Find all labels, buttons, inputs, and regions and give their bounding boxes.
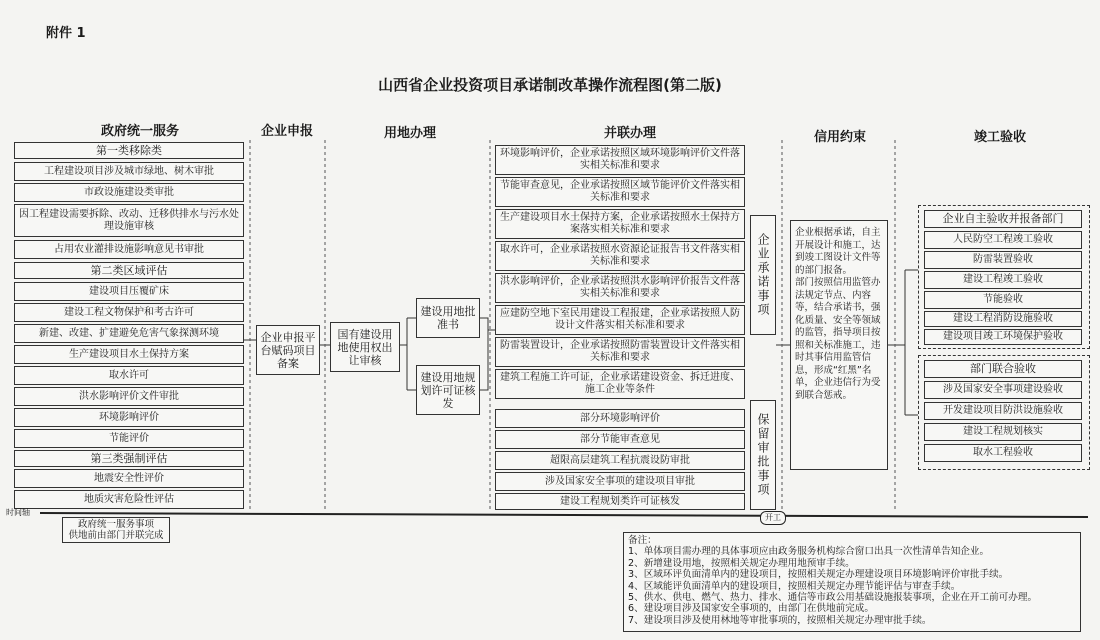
- attachment-label: 附件 1: [46, 26, 86, 41]
- gov-cat2-item: 洪水影响评价文件审批: [14, 387, 244, 406]
- joint-acceptance-header: 部门联合验收: [924, 360, 1082, 378]
- col-header-completion: 竣工验收: [973, 130, 1026, 145]
- gov-cat2-item: 生产建设项目水土保持方案: [14, 345, 244, 364]
- gov-cat3-item: 地质灾害危险性评估: [14, 490, 244, 509]
- note-item: 5、供水、供电、燃气、热力、排水、通信等市政公用基础设施报装事项，企业在开工前可办理。: [628, 592, 1038, 604]
- self-acceptance-item: 建设工程竣工验收: [924, 271, 1082, 289]
- col-header-land: 用地办理: [383, 126, 436, 141]
- gov-cat3-item: 地震安全性评价: [14, 469, 244, 488]
- retain-item: 超限高层建筑工程抗震设防审批: [495, 451, 745, 470]
- promise-item: 建筑工程施工许可证，企业承诺建设资金、拆迁进度、施工企业等条件: [495, 369, 745, 399]
- gov-cat2-item: 新建、改建、扩建避免危害气象探测环境: [14, 324, 244, 343]
- note-item: 3、区域环评负面清单内的建设项目，按照相关规定办理建设项目环境影响评价审批手续。: [628, 569, 1009, 581]
- promise-item: 防雷装置设计，企业承诺按照防雷装置设计文件落实相关标准和要求: [495, 337, 745, 367]
- note-item: 6、建设项目涉及国家安全事项的，由部门在供地前完成。: [628, 603, 874, 615]
- gov-cat2-item: 环境影响评价: [14, 408, 244, 427]
- col-header-enterprise: 企业申报: [260, 124, 313, 139]
- col-header-parallel: 并联办理: [603, 126, 656, 141]
- joint-acceptance-item: 建设工程规划核实: [924, 423, 1082, 441]
- land-review-box: 国有建设用地使用权出让审核: [330, 322, 400, 372]
- gov-cat2-item: 建设项目压覆矿床: [14, 282, 244, 301]
- promise-item: 生产建设项目水土保持方案，企业承诺按照水土保持方案落实相关标准和要求: [495, 209, 745, 239]
- enterprise-filing-box: 企业申报平台赋码项目备案: [256, 325, 320, 375]
- gov-cat2-item: 取水许可: [14, 366, 244, 385]
- notes-title: 备注：: [628, 535, 657, 546]
- self-acceptance-item: 节能验收: [924, 291, 1082, 309]
- page-title: 山西省企业投资项目承诺制改革操作流程图(第二版): [378, 76, 722, 94]
- gov-cat1: 第一类移除类: [14, 142, 244, 159]
- legend-box: 政府统一服务事项 供地前由部门并联完成: [62, 517, 170, 543]
- retain-label: 保留审批事项: [750, 400, 776, 510]
- self-acceptance-item: 建设项目竣工环境保护验收: [924, 329, 1082, 345]
- timeline-label: 时间轴: [6, 508, 30, 517]
- promise-item: 取水许可，企业承诺按照水资源论证报告书文件落实相关标准和要求: [495, 241, 745, 271]
- promise-item: 洪水影响评价，企业承诺按照洪水影响评价报告文件落实相关标准和要求: [495, 273, 745, 303]
- gov-cat1-item: 市政设施建设类审批: [14, 183, 244, 202]
- promise-item: 环境影响评价，企业承诺按照区域环境影响评价文件落实相关标准和要求: [495, 145, 745, 175]
- land-planning-box: 建设用地规划许可证核发: [416, 365, 480, 415]
- gov-cat1-item: 因工程建设需要拆除、改动、迁移供排水与污水处理设施审核: [14, 204, 244, 237]
- retain-item: 涉及国家安全事项的建设项目审批: [495, 472, 745, 491]
- start-marker: 开工: [760, 511, 786, 525]
- notes-box: [623, 532, 1081, 632]
- note-item: 2、新增建设用地，按照相关规定办理用地预审手续。: [628, 557, 855, 569]
- retain-item: 建设工程规划类许可证核发: [495, 493, 745, 510]
- gov-cat2-item: 建设工程文物保护和考古许可: [14, 303, 244, 322]
- self-acceptance-item: 人民防空工程竣工验收: [924, 231, 1082, 249]
- gov-cat2: 第二类区域评估: [14, 262, 244, 279]
- gov-cat1-item: 工程建设项目涉及城市绿地、树木审批: [14, 162, 244, 181]
- joint-acceptance-item: 取水工程验收: [924, 444, 1082, 462]
- self-acceptance-item: 防雷装置验收: [924, 251, 1082, 269]
- gov-cat3: 第三类强制评估: [14, 450, 244, 467]
- retain-item: 部分节能审查意见: [495, 430, 745, 449]
- land-approval-box: 建设用地批准书: [416, 298, 480, 338]
- gov-cat1-item: 占用农业灌排设施影响意见书审批: [14, 240, 244, 259]
- promise-item: 应建防空地下室民用建设工程报建，企业承诺按照人防设计文件落实相关标准和要求: [495, 305, 745, 335]
- joint-acceptance-item: 涉及国家安全事项建设验收: [924, 381, 1082, 399]
- note-item: 4、区域能评负面清单内的建设项目，按照相关规定办理节能评估与审查手续。: [628, 580, 961, 592]
- col-header-credit: 信用约束: [813, 130, 866, 145]
- col-header-gov: 政府统一服务: [100, 124, 179, 139]
- self-acceptance-header: 企业自主验收并报备部门: [924, 210, 1082, 228]
- note-item: 1、单体项目需办理的具体事项应由政务服务机构综合窗口出具一次性清单告知企业。: [628, 546, 990, 558]
- retain-item: 部分环境影响评价: [495, 409, 745, 428]
- promise-label: 企业承诺事项: [750, 215, 776, 335]
- credit-box: 企业根据承诺，自主开展设计和施工，达到竣工图设计文件等的部门报备。 部门按照信用监管办法规定节点、内容等，结合承诺书，强化质量、安全等领域的监管，指导项目按照和关标准施工，违时其事信用监管信息，形成“红黑”名单，企业违信行为受到联合惩戒。: [790, 220, 888, 470]
- joint-acceptance-item: 开发建设项目防洪设施验收: [924, 402, 1082, 420]
- self-acceptance-item: 建设工程消防设施验收: [924, 311, 1082, 327]
- note-item: 7、建设项目涉及使用林地等审批事项的，按照相关规定办理审批手续。: [628, 614, 932, 626]
- gov-cat2-item: 节能评价: [14, 429, 244, 448]
- promise-item: 节能审查意见，企业承诺按照区域节能评价文件落实相关标准和要求: [495, 177, 745, 207]
